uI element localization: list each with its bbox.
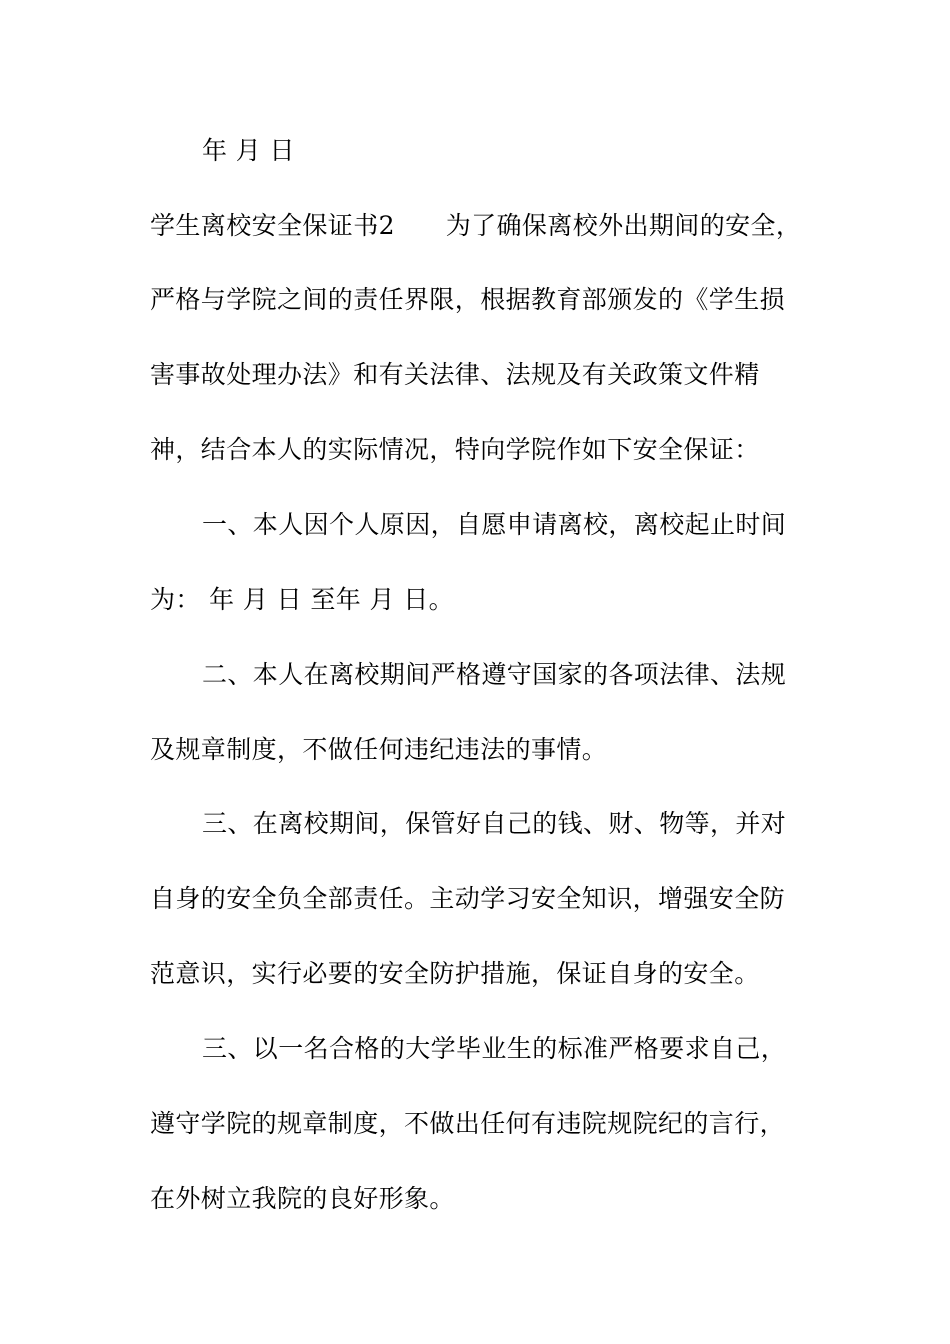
clause-2-line: 二、本人在离校期间严格遵守国家的各项法律、法规 [202,660,787,689]
text-line: 为： 年 月 日 至年 月 日。 [150,585,455,614]
clause-1-line: 一、本人因个人原因，自愿申请离校，离校起止时间 [202,510,787,539]
date-line: 年 月 日 [202,136,295,165]
title-line: 学生离校安全保证书2 为了确保离校外出期间的安全， [150,211,802,240]
text-line: 及规章制度，不做任何违纪违法的事情。 [150,735,608,764]
text-line: 遵守学院的规章制度，不做出任何有违院规院纪的言行， [150,1109,786,1138]
text-line: 在外树立我院的良好形象。 [150,1184,455,1213]
text-line: 害事故处理办法》和有关法律、法规及有关政策文件精 [150,360,760,389]
text-line: 自身的安全负全部责任。主动学习安全知识，增强安全防 [150,884,786,913]
text-line: 神，结合本人的实际情况，特向学院作如下安全保证： [150,435,760,464]
text-line: 严格与学院之间的责任界限，根据教育部颁发的《学生损 [150,285,786,314]
clause-3-line: 三、在离校期间，保管好自己的钱、财、物等，并对 [202,809,787,838]
clause-4-line: 三、以一名合格的大学毕业生的标准严格要求自己， [202,1034,787,1063]
text-line: 范意识，实行必要的安全防护措施，保证自身的安全。 [150,959,760,988]
